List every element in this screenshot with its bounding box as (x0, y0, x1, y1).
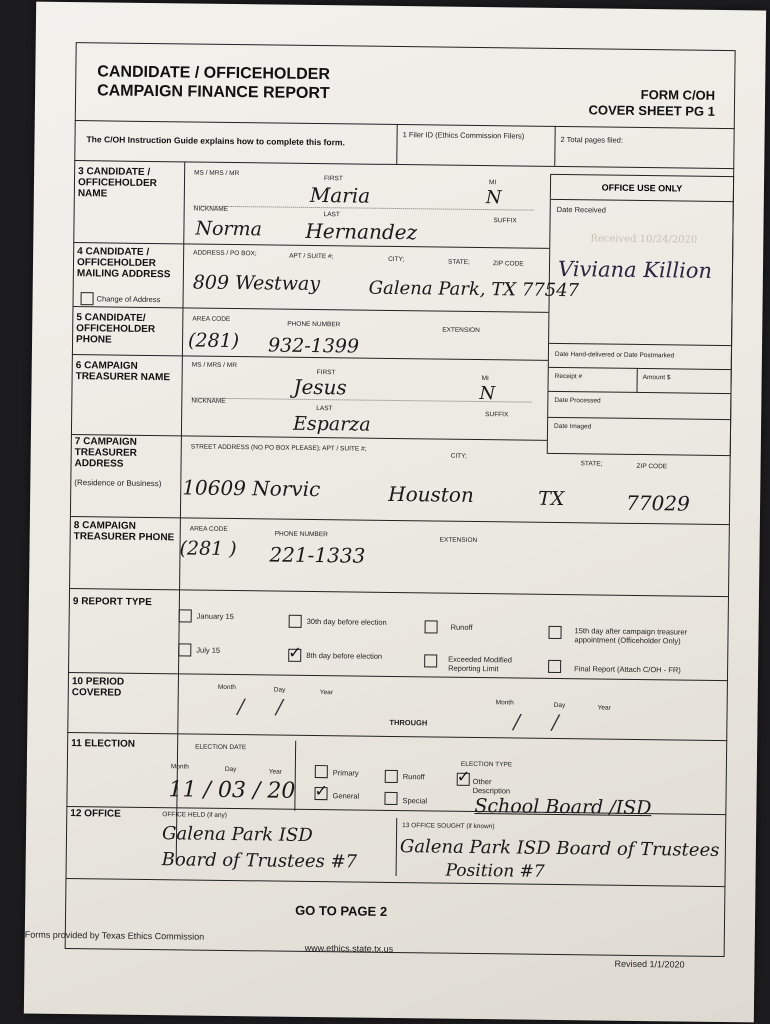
election-label: 11 ELECTION (71, 738, 136, 750)
form-paper: CANDIDATE / OFFICEHOLDER CAMPAIGN FINANCE REPORT FORM C/OH COVER SHEET PG 1 The C/OH Instruction Guide explains how to complete this form. 1 Filer ID (Ethics Commission Filers) 2 Total pages filed: OFFICE USE ONLY Date Received Received 10/24/2020 Viviana Killion Date Hand-delivered or Date Postmarked Receipt # Amount $ Date Processed Date Imaged 3 CANDIDATE / OFFICEHOLDER NAME MS / MRS / MR FIRST MI Maria N NICKNAME LAST SUFFIX Norma Hernandez 4 CANDIDATE / OFFICEHOLDER MAILING ADDRESS Change of Address ADDRESS / PO BOX; APT / SUITE #; CITY; STATE; ZIP CODE 809 Westway Galena Park, TX 77547 5 CANDIDATE/ OFFICEHOLDER PHONE AREA CODE PHONE NUMBER EXTENSION (281) 932-1399 6 CAMPAIGN TREASURER NAME MS / MRS / MR FIRST MI Jesus N NICKNAME LAST SUFFIX Esparza 7 CAMPAIGN TREASURER ADDRESS (Residence or Business) STREET ADDRESS (NO PO BOX PLEASE); APT / SUITE #; CITY; STATE; ZIP CODE 10609 Norvic Houston TX 77029 8 CAMPAIGN TREASURER PHONE AREA CODE PHONE NUMBER EXTENSION (281 ) 221-1333 9 REPORT TYPE January 15 July 15 30th day before election ✓ 8th day before election Runoff Exceeded Modified Reporting Limit 15th day after campaign treasurer appointment (Officeholder Only) Final Report (Attach C/OH - FR) 10 PERIOD COVERED Month Day Year / / THROUGH Month Day Year / / 11 ELECTION ELECTION DATE Month Day Year 11 / 03 / 20 ELECTION TYPE Primary ✓ General Runoff Special ✓ Other Description School Board /ISD 12 OFFICE OFFICE HELD (if any) Galena Park ISD Board of Trustees #7 13 OFFICE SOUGHT (if known) Galena Park ISD Board of Trustees Position #7 GO TO PAGE 2 Forms provided by Texas Ethics Commission www.ethics.state.tx.us Revised 1/1/2020 (24, 2, 766, 1023)
period-end-day-label: Day (553, 701, 566, 710)
office-held-label: OFFICE HELD (if any) (162, 811, 227, 819)
nickname-label: NICKNAME (193, 205, 229, 213)
period-start-month-label: Month (217, 683, 236, 692)
treasurer-suffix-label: SUFFIX (485, 411, 509, 419)
mailing-address-label: 4 CANDIDATE / OFFICEHOLDER MAILING ADDRESS (76, 246, 171, 281)
exceeded-limit-label: Exceeded Modified Reporting Limit (448, 654, 513, 674)
election-year-label: Year (268, 768, 282, 776)
last-label: LAST (323, 211, 340, 219)
15th-day-checkbox[interactable] (548, 626, 561, 639)
treasurer-first-name: Jesus (293, 374, 347, 400)
treasurer-phone-number: 221-1333 (269, 542, 366, 568)
treasurer-area-code: (281 ) (179, 537, 237, 561)
treasurer-state-label: STATE; (580, 460, 603, 468)
treasurer-phone-number-label: PHONE NUMBER (274, 530, 328, 539)
treasurer-name-label: 6 CAMPAIGN TREASURER NAME (75, 360, 171, 384)
office-use-title: OFFICE USE ONLY (551, 175, 733, 202)
amount-label: Amount $ (642, 374, 671, 382)
final-report-checkbox[interactable] (548, 660, 561, 673)
candidate-nickname: Norma (195, 217, 263, 241)
treasurer-address-sub: (Residence or Business) (74, 478, 162, 489)
period-start-year-label: Year (319, 689, 333, 697)
office-sought-line-1: Galena Park ISD Board of Trustees (399, 836, 720, 861)
candidate-last-name: Hernandez (305, 218, 418, 245)
8th-day-label: 8th day before election (306, 650, 383, 661)
runoff-report-checkbox[interactable] (425, 620, 438, 633)
runoff-report-label: Runoff (450, 622, 473, 632)
candidate-name-label: 3 CANDIDATE / OFFICEHOLDER NAME (77, 166, 157, 200)
election-day-label: Day (224, 765, 237, 774)
office-label: 12 OFFICE (70, 808, 121, 820)
area-code-label: AREA CODE (192, 315, 231, 323)
treasurer-last-label: LAST (316, 405, 333, 413)
treasurer-city: Houston (388, 481, 474, 507)
treasurer-prefix-label: MS / MRS / MR (191, 361, 237, 370)
date-received-label: Date Received (556, 204, 606, 215)
final-report-label: Final Report (Attach C/OH - FR) (574, 664, 681, 675)
candidate-first-name: Maria (309, 182, 371, 208)
total-pages-label: 2 Total pages filed: (560, 134, 624, 145)
treasurer-phone-label: 8 CAMPAIGN TREASURER PHONE (73, 520, 175, 544)
period-end-month-label: Month (495, 699, 514, 707)
january-15-checkbox[interactable] (179, 609, 192, 622)
election-date-label: ELECTION DATE (195, 743, 247, 752)
title-line-2: CAMPAIGN FINANCE REPORT (97, 82, 330, 103)
change-of-address-checkbox[interactable] (81, 292, 94, 305)
mi-label: MI (488, 179, 497, 187)
july-15-label: July 15 (196, 645, 221, 655)
form-title (97, 62, 330, 103)
form-id (525, 86, 715, 120)
election-description: School Board /ISD (474, 794, 652, 820)
street-address-label: STREET ADDRESS (NO PO BOX PLEASE); APT / SUITE #; (190, 443, 367, 453)
special-label: Special (402, 796, 428, 806)
candidate-area-code: (281) (187, 329, 240, 353)
prefix-label: MS / MRS / MR (194, 169, 240, 178)
election-type-label: ELECTION TYPE (460, 760, 513, 769)
primary-checkbox[interactable] (315, 765, 328, 778)
state-field-label: STATE; (448, 258, 470, 266)
treasurer-extension-label: EXTENSION (439, 536, 478, 545)
form-id-line-1: FORM C/OH (640, 86, 716, 103)
general-label: General (332, 791, 360, 801)
special-checkbox[interactable] (384, 792, 397, 805)
through-label: THROUGH (389, 717, 428, 728)
treasurer-first-label: FIRST (316, 369, 336, 377)
change-of-address-label: Change of Address (96, 294, 161, 305)
mailing-city-state-zip: Galena Park, TX 77547 (368, 277, 580, 302)
january-15-label: January 15 (196, 611, 234, 622)
apt-field-label: APT / SUITE #; (289, 252, 334, 261)
30th-day-checkbox[interactable] (289, 615, 302, 628)
imaged-label: Date Imaged (554, 422, 592, 431)
period-start-day-label: Day (273, 686, 286, 694)
first-label: FIRST (324, 175, 343, 183)
processed-label: Date Processed (554, 396, 601, 405)
period-end-year-label: Year (597, 704, 611, 712)
zip-field-label: ZIP CODE (492, 260, 524, 268)
treasurer-nickname-label: NICKNAME (191, 397, 226, 405)
mailing-street: 809 Westway (192, 271, 321, 296)
other-label: Other (472, 776, 492, 787)
office-sought-label: 13 OFFICE SOUGHT (if known) (402, 822, 495, 831)
description-label: Description (472, 785, 511, 796)
treasurer-city-label: CITY; (450, 452, 467, 460)
other-checkbox[interactable] (457, 773, 470, 786)
30th-day-label: 30th day before election (306, 616, 387, 627)
primary-label: Primary (332, 768, 359, 778)
july-15-checkbox[interactable] (178, 643, 191, 656)
election-runoff-checkbox[interactable] (385, 770, 398, 783)
provided-by: Forms provided by Texas Ethics Commission (24, 929, 205, 942)
received-stamp: Received 10/24/2020 (590, 233, 698, 246)
revised-date: Revised 1/1/2020 (614, 958, 685, 970)
treasurer-street: 10609 Norvic (182, 475, 321, 502)
period-covered-label: 10 PERIOD COVERED (71, 676, 125, 699)
treasurer-zip-label: ZIP CODE (636, 462, 668, 471)
address-field-label: ADDRESS / PO BOX; (193, 249, 257, 258)
exceeded-limit-checkbox[interactable] (424, 654, 437, 667)
candidate-mi: N (485, 187, 502, 209)
suffix-label: SUFFIX (493, 217, 517, 225)
extension-label: EXTENSION (442, 326, 480, 335)
title-line-1: CANDIDATE / OFFICEHOLDER (97, 63, 331, 84)
8th-day-checkbox[interactable] (288, 649, 301, 662)
treasurer-mi: N (479, 383, 496, 405)
instructions-text: The C/OH Instruction Guide explains how to complete this form. (86, 134, 345, 148)
report-type-label: 9 REPORT TYPE (72, 596, 152, 609)
website: www.ethics.state.tx.us (304, 942, 394, 955)
go-to-page-2: GO TO PAGE 2 (295, 902, 388, 919)
office-held-line-2: Board of Trustees #7 (161, 849, 358, 873)
form-id-line-2: COVER SHEET PG 1 (588, 102, 716, 119)
candidate-phone-label: 5 CANDIDATE/ OFFICEHOLDER PHONE (76, 312, 156, 346)
filer-id-label: 1 Filer ID (Ethics Commission Filers) (402, 130, 525, 141)
city-field-label: CITY; (388, 255, 405, 264)
election-month-label: Month (170, 763, 189, 771)
receipt-label: Receipt # (554, 372, 583, 381)
office-sought-line-2: Position #7 (445, 860, 545, 882)
candidate-phone-number: 932-1399 (267, 334, 360, 358)
treasurer-address-label: 7 CAMPAIGN TREASURER ADDRESS (74, 436, 137, 470)
election-runoff-label: Runoff (402, 772, 425, 782)
office-use-box (547, 174, 734, 456)
general-checkbox[interactable] (314, 787, 327, 800)
phone-number-label: PHONE NUMBER (287, 320, 341, 329)
election-date-value: 11 / 03 / 20 (168, 777, 296, 804)
hand-delivered-label: Date Hand-delivered or Date Postmarked (554, 350, 675, 360)
treasurer-area-code-label: AREA CODE (189, 525, 228, 533)
treasurer-zip: 77029 (625, 490, 690, 516)
receiver-signature: Viviana Killion (557, 256, 713, 283)
office-held-line-1: Galena Park ISD (161, 823, 313, 847)
treasurer-state: TX (538, 487, 565, 511)
treasurer-mi-label: MI (481, 375, 489, 383)
treasurer-last-name: Esparza (292, 412, 371, 436)
15th-day-label: 15th day after campaign treasurer appointment (Officeholder Only) (574, 626, 688, 646)
